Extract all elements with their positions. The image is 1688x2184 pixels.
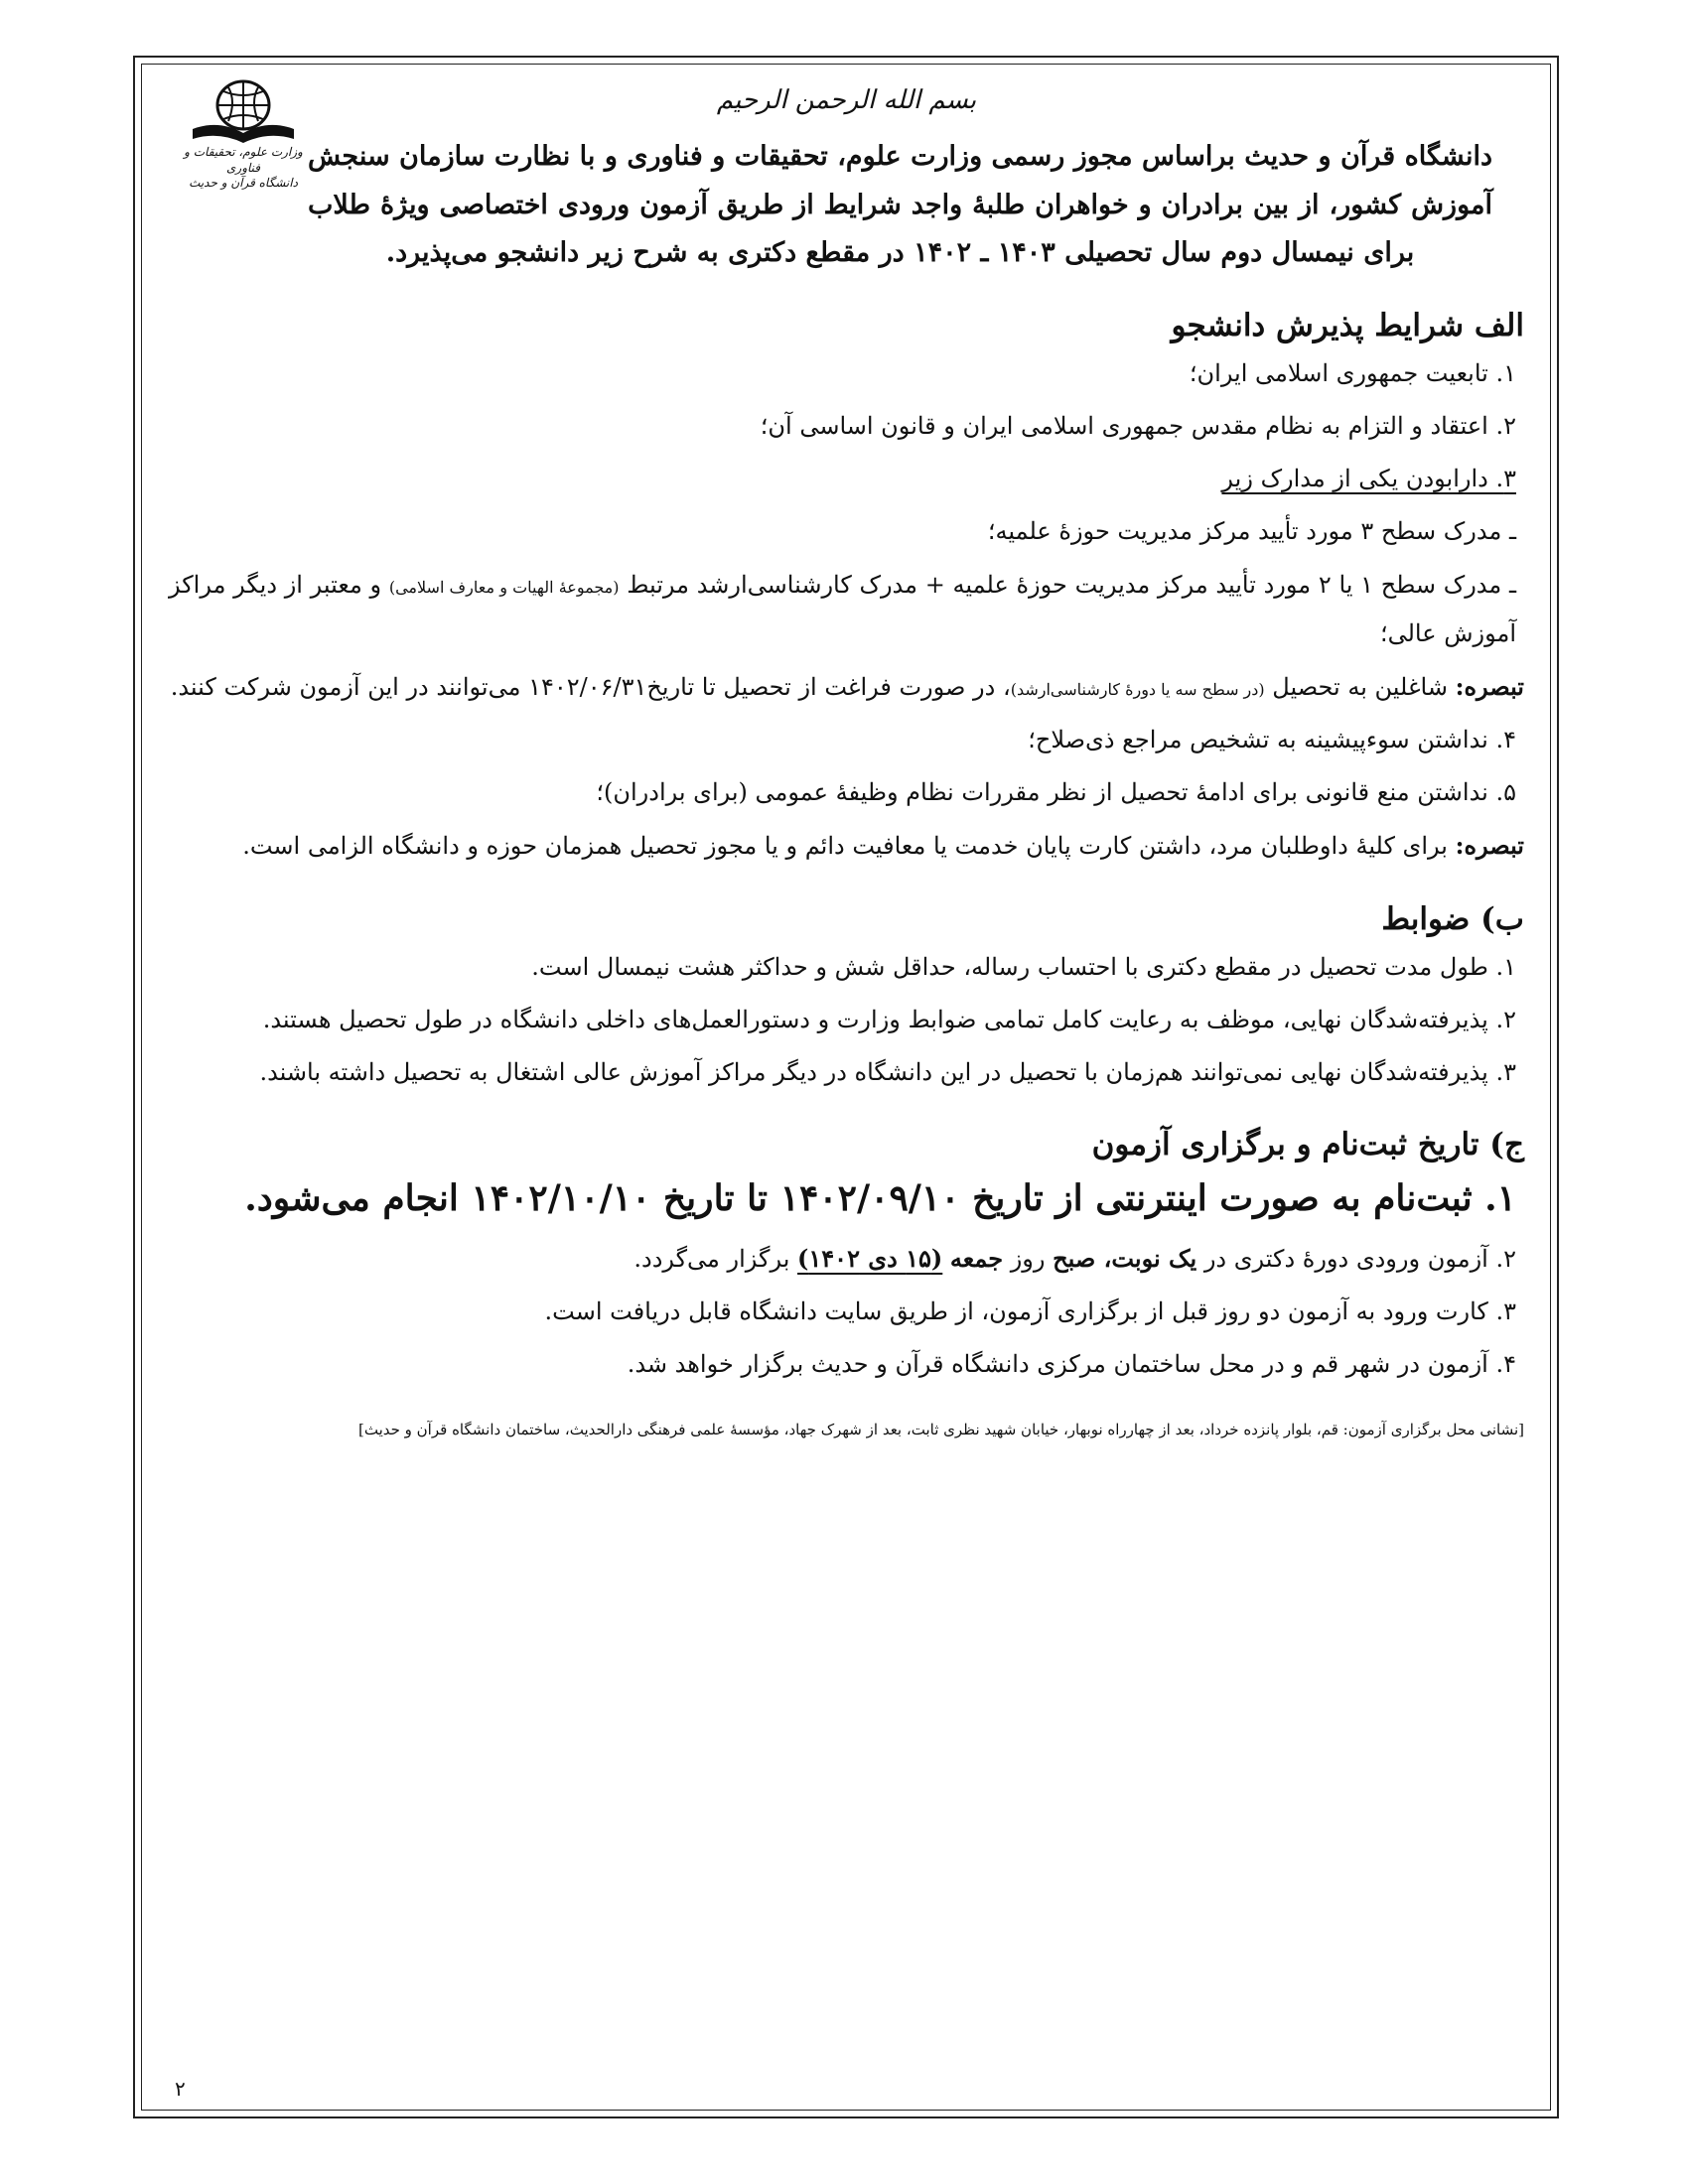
- section-a-sub-1: [169, 507, 1524, 556]
- section-c-item-4: ۴. آزمون در شهر قم و در محل ساختمان مرکزی دانشگاه قرآن و حدیث برگزار خواهد شد.: [627, 1350, 1516, 1379]
- logo-caption-ministry: وزارت علوم، تحقیقات و فناوری: [184, 145, 303, 175]
- section-b-title: ب) ضوابط: [1381, 900, 1524, 937]
- section-b-item-2: ۲. پذیرفته‌شدگان نهایی، موظف به رعایت کامل تمامی ضوابط وزارت و دستورالعمل‌های داخلی دانشگاه در طول تحصیل هستند.: [262, 1005, 1516, 1033]
- section-a-item-3-text: ۳. دارابودن یکی از مدارک زیر: [1221, 465, 1516, 493]
- section-c-item-2-c: روز: [1010, 1244, 1046, 1273]
- section-c-item-3: ۳. کارت ورود به آزمون دو روز قبل از برگزاری آزمون، از طریق سایت دانشگاه قابل دریافت است.: [544, 1297, 1516, 1325]
- section-c-item-2-f: برگزار می‌گردد.: [633, 1244, 790, 1273]
- section-a-sub-2-small: (مجموعهٔ الهیات و معارف اسلامی): [388, 577, 620, 597]
- bismillah-heading: بسم الله الرحمن الرحیم: [716, 85, 977, 115]
- section-a-note-1-small: (در سطح سه یا دورهٔ کارشناسی‌ارشد): [1010, 679, 1265, 699]
- university-logo: [169, 77, 318, 192]
- section-b-item-1: ۱. طول مدت تحصیل در مقطع دکتری با احتساب رساله، حداقل شش و حداکثر هشت نیمسال است.: [531, 952, 1516, 981]
- section-a-note-1-a: شاغلین به تحصیل: [1272, 672, 1448, 701]
- section-a-note-1-b: ، در صورت فراغت از تحصیل تا تاریخ۱۴۰۲/۰۶/۳۱ می‌توانند در این آزمون شرکت کنند.: [170, 672, 1011, 701]
- section-a-item-3: [169, 455, 1524, 503]
- section-c-item-2-e: (۱۵ دی ۱۴۰۲): [797, 1243, 943, 1273]
- section-a-item-2: ۲. اعتقاد و التزام به نظام مقدس جمهوری اسلامی ایران و قانون اساسی آن؛: [760, 411, 1516, 440]
- section-a-sub-2-tail: و معتبر از دیگر مراکز آموزش عالی؛: [169, 570, 1516, 647]
- section-a-sub-1-text: مدرک سطح ۳ مورد تأیید مرکز مدیریت حوزهٔ علمیه؛: [987, 517, 1502, 546]
- section-c-item-2: [169, 1234, 1524, 1284]
- section-c-title: ج) تاریخ ثبت‌نام و برگزاری آزمون: [1091, 1127, 1524, 1163]
- intro-paragraph: دانشگاه قرآن و حدیث براساس مجوز رسمی وزارت علوم، تحقیقات و فناوری و با نظارت سازمان سنجش آموزش کشور، از بین برادران و خواهران طلبهٔ واجد شرایط از طریق آزمون ورودی اختصاصی ویژهٔ طلاب برای نیمسال دوم سال تحصیلی ۱۴۰۳ ـ ۱۴۰۲ در مقطع دکتری به شرح زیر دانشجو می‌پذیرد.: [308, 141, 1492, 269]
- section-a-note-1: [169, 662, 1524, 712]
- section-c-item-2-b: یک نوبت، صبح: [1053, 1243, 1197, 1273]
- globe-book-icon: [189, 77, 298, 145]
- section-a-item-4: ۴. نداشتن سوءپیشینه به تشخیص مراجع ذی‌صلاح؛: [1028, 726, 1516, 754]
- section-a-note-2: [169, 821, 1524, 871]
- section-c-item-2-d: جمعه: [949, 1243, 1004, 1273]
- section-a-sub-2: [169, 561, 1524, 658]
- section-c-item-2-a: ۲. آزمون ورودی دورهٔ دکتری در: [1203, 1244, 1516, 1273]
- section-c-item-1: ۱. ثبت‌نام به صورت اینترنتی از تاریخ ۱۴۰۲/۰۹/۱۰ تا تاریخ ۱۴۰۲/۱۰/۱۰ انجام می‌شود.: [244, 1177, 1516, 1220]
- dash-bullet: ـ: [1501, 517, 1516, 546]
- section-a-note-2-text: برای کلیهٔ داوطلبان مرد، داشتن کارت پایان خدمت یا معافیت دائم و یا مجوز تحصیل همزمان حوزه و دانشگاه الزامی است.: [242, 832, 1448, 861]
- document-body: [169, 71, 1524, 2097]
- page-number: ۲: [175, 2077, 186, 2101]
- section-b-item-3: ۳. پذیرفته‌شدگان نهایی نمی‌توانند هم‌زمان با تحصیل در این دانشگاه در دیگر مراکز آموزش عالی اشتغال به تحصیل داشته باشند.: [259, 1058, 1516, 1087]
- exam-address: [نشانی محل برگزاری آزمون: قم، بلوار پانزده خرداد، بعد از چهارراه نوبهار، خیابان شهید نظری ثابت، بعد از شهرک جهاد، مؤسسهٔ علمی فرهنگی دارالحدیث، ساختمان دانشگاه قرآن و حدیث]: [357, 1421, 1524, 1439]
- section-a-sub-2-main: مدرک سطح ۱ یا ۲ مورد تأیید مرکز مدیریت حوزهٔ علمیه + مدرک کارشناسی‌ارشد مرتبط: [627, 570, 1502, 599]
- logo-caption-university: دانشگاه قرآن و حدیث: [189, 176, 298, 191]
- section-a-item-5: ۵. نداشتن منع قانونی برای ادامهٔ تحصیل از نظر مقررات نظام وظیفهٔ عمومی (برای برادران)؛: [596, 778, 1516, 807]
- dash-bullet: ـ: [1501, 570, 1517, 599]
- section-a-item-1: ۱. تابعیت جمهوری اسلامی ایران؛: [1189, 358, 1516, 387]
- section-a-title: الف شرایط پذیرش دانشجو: [1171, 307, 1524, 343]
- note-label: تبصره:: [1455, 671, 1524, 701]
- note-label: تبصره:: [1455, 831, 1524, 861]
